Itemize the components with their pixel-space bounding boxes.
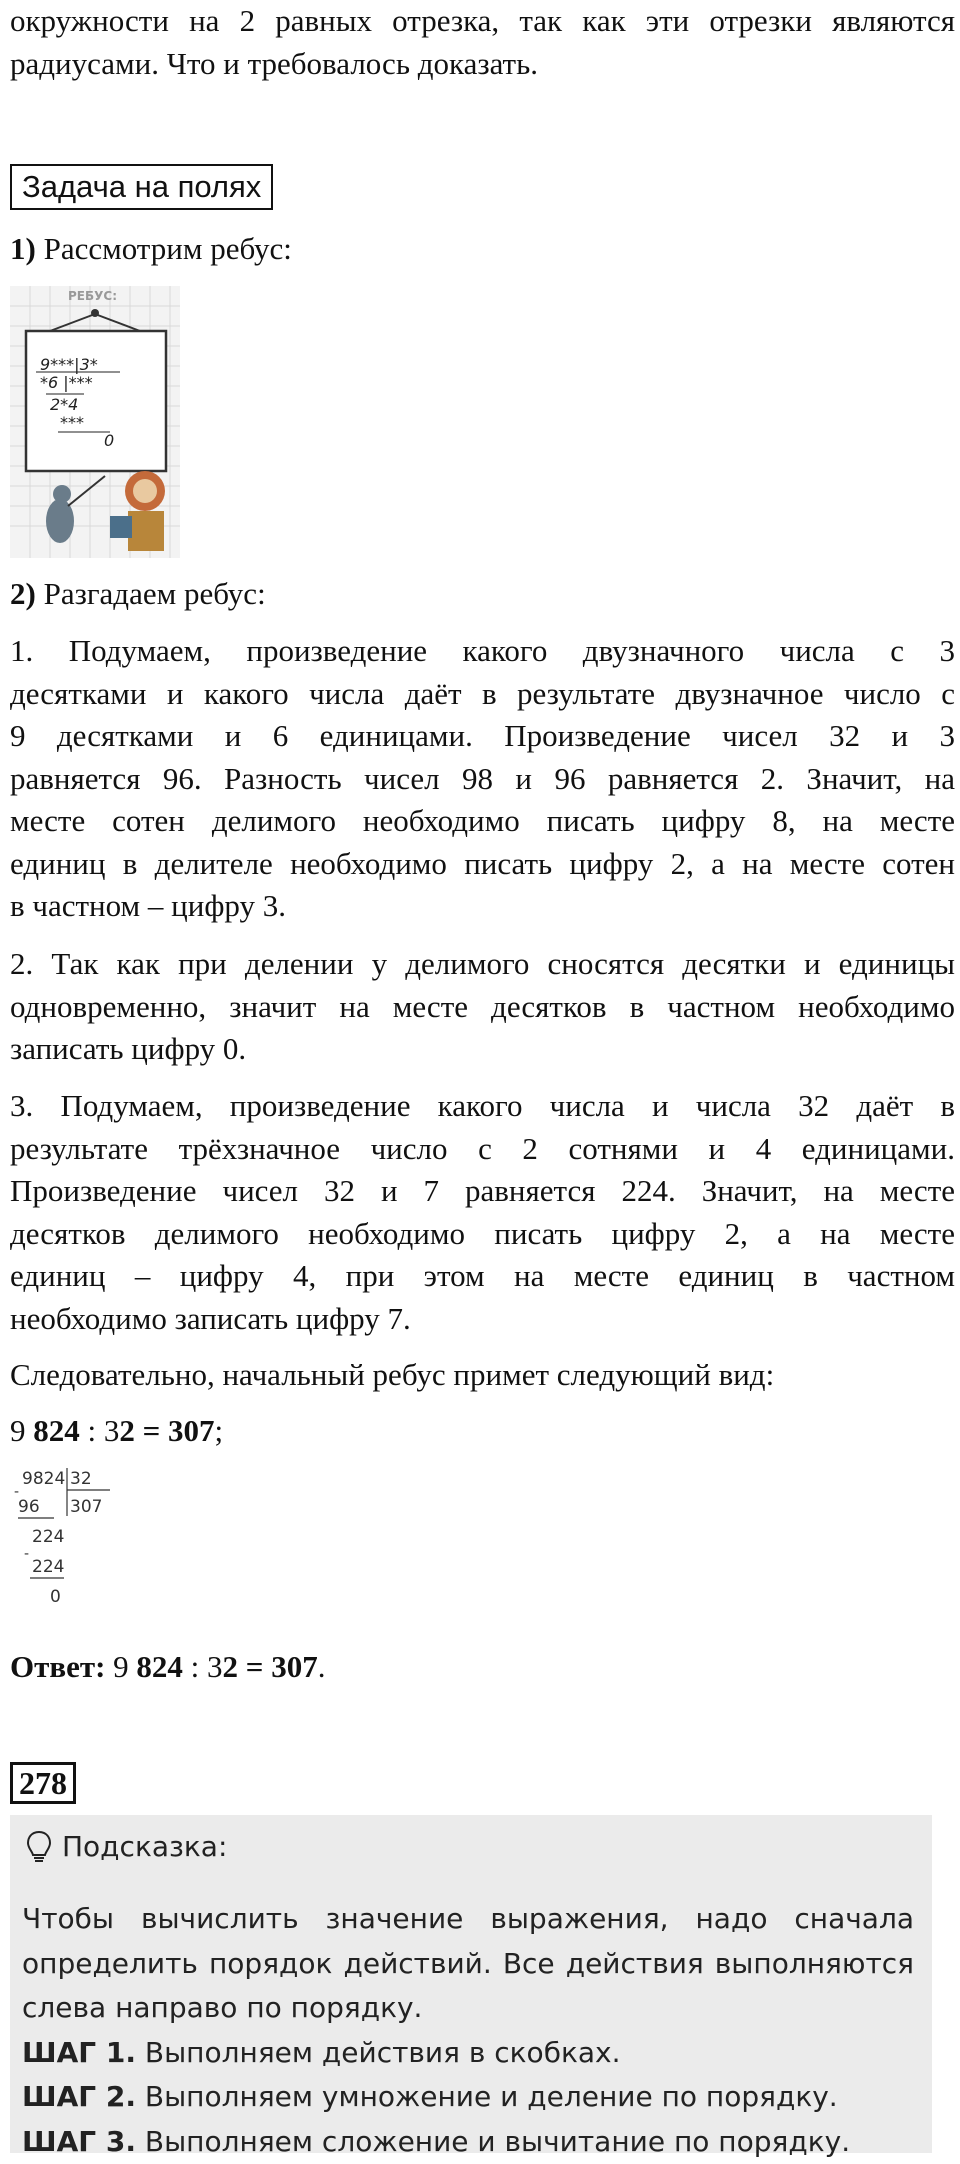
problem-number: 278: [10, 1762, 76, 1804]
subtrahend-2: 224: [32, 1557, 64, 1577]
ans-bold: 307: [271, 1649, 318, 1684]
intro-paragraph: [10, 0, 955, 85]
eq-bold: 307: [168, 1413, 215, 1448]
eq-part: 9: [10, 1413, 33, 1448]
step-text: Выполняем умножение и деление по порядку.: [136, 2080, 838, 2113]
rebus-row: *6 |***: [40, 373, 93, 392]
text-line: одновременно, значит на месте десятков в частном необходимо: [10, 986, 955, 1029]
eq-bold: =: [135, 1413, 168, 1448]
step1-heading: [10, 228, 955, 271]
text-line: 3. Подумаем, произведение какого числа и числа 32 даёт в: [10, 1085, 955, 1128]
eq-bold: 2: [119, 1413, 135, 1448]
step1-text: Рассмотрим ребус:: [36, 231, 292, 266]
ans-bold: =: [238, 1649, 271, 1684]
text-line: месте сотен делимого необходимо писать цифру 8, на месте: [10, 800, 955, 843]
text-line: десятками и какого числа даёт в результате двузначное число с: [10, 673, 955, 716]
paragraph-2: [10, 943, 955, 1071]
text-line: окружности на 2 равных отрезка, так как эти отрезки являются: [10, 0, 955, 43]
rebus-row: 9***|3*: [40, 355, 98, 374]
conclusion: Следовательно, начальный ребус примет следующий вид:: [10, 1354, 955, 1397]
step-label: ШАГ 1.: [22, 2036, 136, 2069]
ans-bold: 824: [136, 1649, 183, 1684]
text-line: записать цифру 0.: [10, 1028, 955, 1071]
step-text: Выполняем действия в скобках.: [136, 2036, 621, 2069]
rebus-header: РЕБУС:: [68, 289, 117, 303]
text-line: единиц – цифру 4, при этом на месте единиц в частном: [10, 1255, 955, 1298]
text-line: Произведение чисел 32 и 7 равняется 224. Значит, на месте: [10, 1170, 955, 1213]
text-line: 1. Подумаем, произведение какого двузначного числа с 3: [10, 630, 955, 673]
text-line: в частном – цифру 3.: [10, 885, 955, 928]
hint-line: определить порядок действий. Все действия выполняются: [22, 1942, 914, 1987]
subtrahend-1: 96: [18, 1497, 40, 1517]
quotient: 307: [70, 1497, 102, 1517]
paragraph-1: [10, 630, 955, 928]
text-line: необходимо записать цифру 7.: [10, 1298, 955, 1341]
hint-step: [22, 2075, 914, 2120]
step-label: ШАГ 3.: [22, 2125, 136, 2158]
rebus-row: ***: [60, 413, 84, 432]
svg-text:-: -: [24, 1546, 29, 1562]
ans-part: 9: [105, 1649, 136, 1684]
equation: [10, 1410, 955, 1453]
text-line: 2. Так как при делении у делимого сносятся десятки и единицы: [10, 943, 955, 986]
text-line: результате трёхзначное число с 2 сотнями и 4 единицами.: [10, 1128, 955, 1171]
step2-text: Разгадаем ребус:: [36, 576, 266, 611]
final-remainder: 0: [50, 1587, 61, 1607]
ans-part: .: [318, 1649, 326, 1684]
hint-line: слева направо по порядку.: [22, 1986, 914, 2031]
paragraph-3: [10, 1085, 955, 1340]
eq-bold: 824: [33, 1413, 80, 1448]
text-line: радиусами. Что и требовалось доказать.: [10, 43, 955, 86]
hint-step: [22, 2031, 914, 2076]
eq-part: : 3: [80, 1413, 120, 1448]
step2-heading: [10, 573, 955, 616]
text-line: десятков делимого необходимо писать цифру 2, а на месте: [10, 1213, 955, 1256]
long-division-image: [14, 1466, 114, 1618]
text-line: единиц в делителе необходимо писать цифру 2, а на месте сотен: [10, 843, 955, 886]
ans-part: : 3: [183, 1649, 223, 1684]
lightbulb-icon: [26, 1830, 52, 1864]
hint-header: [26, 1827, 227, 1867]
answer: [10, 1646, 955, 1689]
divisor: 32: [70, 1469, 92, 1489]
margin-task-label: Задача на полях: [10, 164, 273, 210]
dividend: 9824: [22, 1469, 65, 1489]
answer-label: Ответ:: [10, 1649, 105, 1684]
hint-panel: [10, 1815, 932, 2153]
rebus-row: 2*4: [50, 395, 78, 414]
text-line: 9 десятками и 6 единицами. Произведение чисел 32 и 3: [10, 715, 955, 758]
hint-step: [22, 2120, 914, 2164]
remainder-1: 224: [32, 1527, 64, 1547]
step-label: ШАГ 2.: [22, 2080, 136, 2113]
step1-number: 1): [10, 231, 36, 266]
step2-number: 2): [10, 576, 36, 611]
eq-part: ;: [215, 1413, 224, 1448]
step-text: Выполняем сложение и вычитание по порядку.: [136, 2125, 850, 2158]
rebus-row: 0: [104, 431, 114, 450]
hint-title: Подсказка:: [62, 1827, 227, 1867]
ans-bold: 2: [223, 1649, 239, 1684]
rebus-image: [10, 286, 180, 558]
hint-body: [22, 1897, 914, 2164]
svg-text:-: -: [14, 1484, 19, 1500]
text-line: равняется 96. Разность чисел 98 и 96 равняется 2. Значит, на: [10, 758, 955, 801]
hint-line: Чтобы вычислить значение выражения, надо сначала: [22, 1897, 914, 1942]
